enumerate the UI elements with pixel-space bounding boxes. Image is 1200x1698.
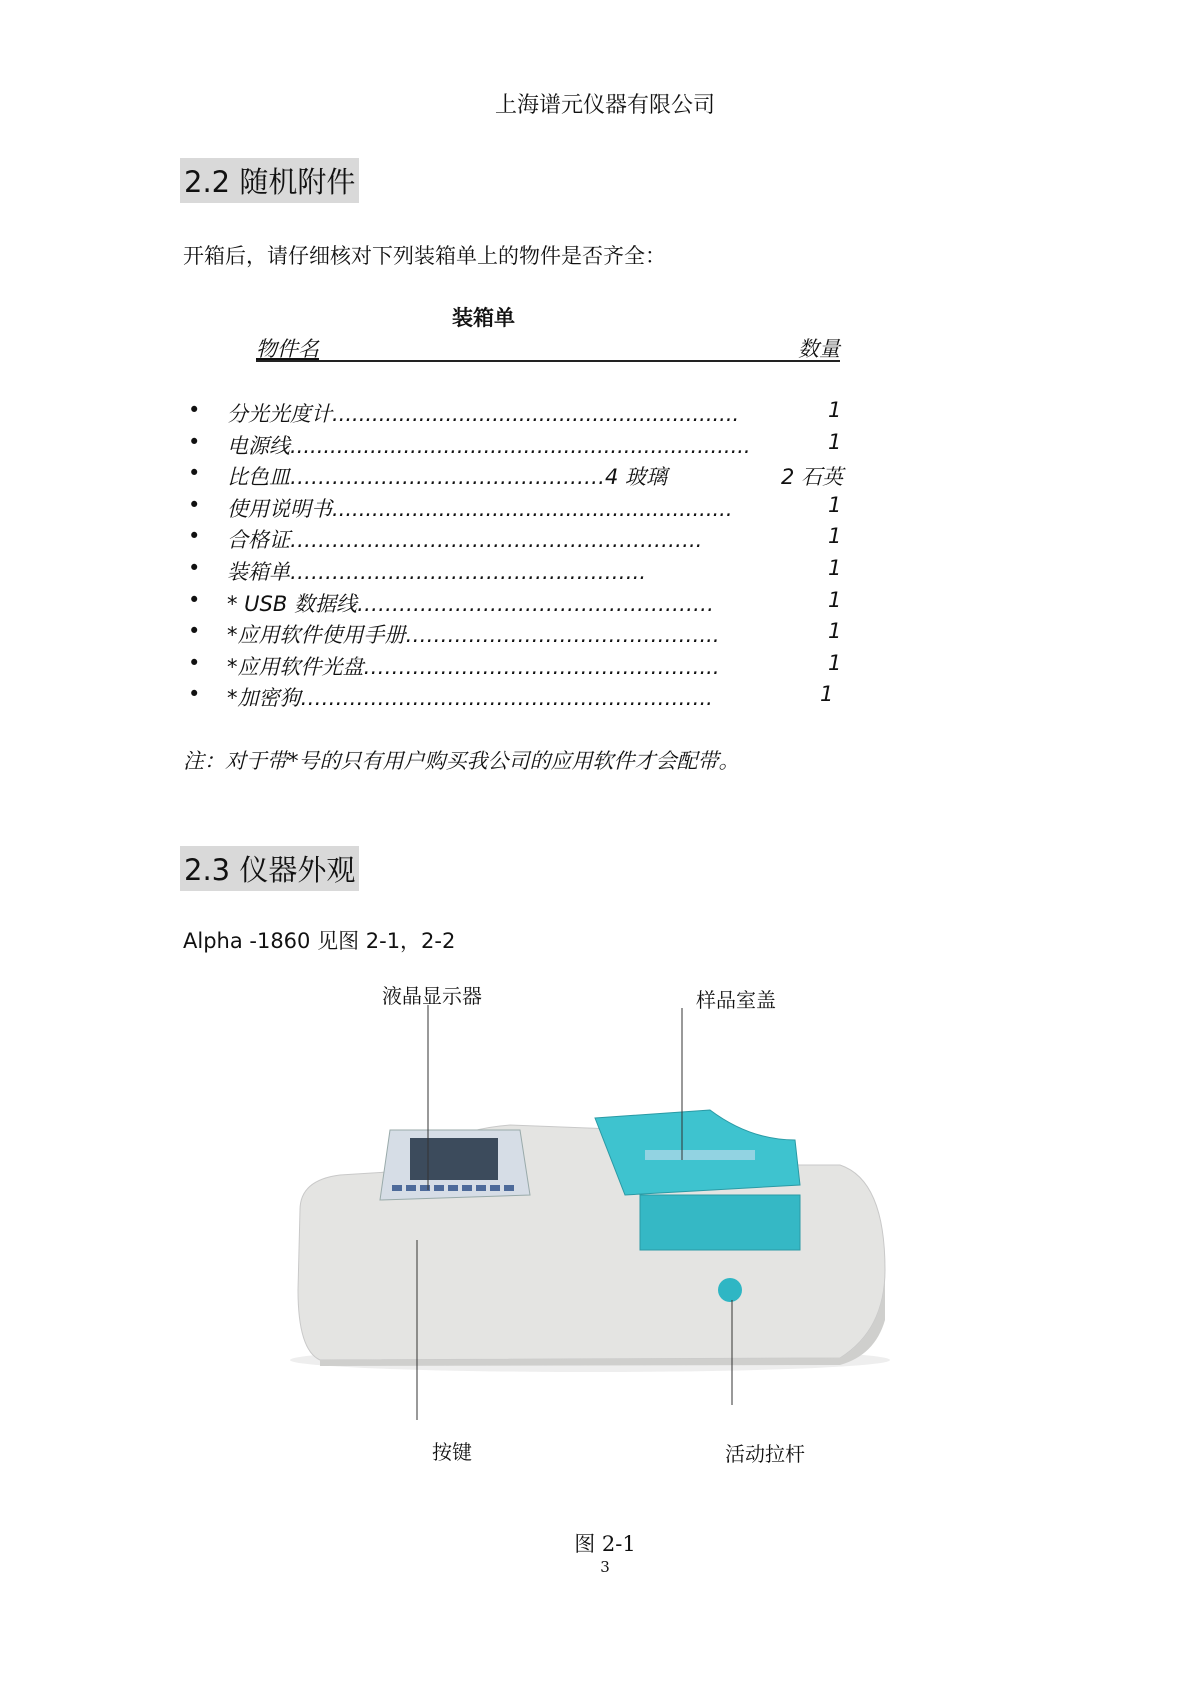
item-name: * USB 数据线…………………………………………… [227,591,714,616]
list-item [188,682,868,712]
section-heading-2-2: 2.2 随机附件 [180,158,359,203]
bullet-icon: • [188,398,201,422]
spectrophotometer-image [280,990,900,1480]
item-name: *应用软件光盘…………………………………………... [227,654,720,679]
item-qty: 1 [828,619,842,644]
page-header: 上海谱元仪器有限公司 [494,93,715,118]
bullet-icon: • [188,492,201,517]
item-qty: 1 [828,650,842,675]
label-lever: 活动拉杆 [725,1442,805,1466]
item-name: 电源线..................................................................... [227,433,751,458]
packing-list-title: 装箱单 [452,306,515,330]
item-qty: 1 [828,524,842,549]
list-item [188,524,868,554]
item-name: 分光光度计............................................................. [227,402,740,426]
label-keys: 按键 [432,1440,472,1464]
bullet-icon: • [188,682,201,707]
item-qty: 1 [828,587,842,612]
list-item [188,461,868,491]
packing-list-header [256,333,840,362]
figure-caption: 图 2-1 [574,1532,636,1556]
list-item [188,588,868,618]
item-name: *加密狗………………………………………………….. [227,686,713,711]
bullet-icon: • [188,429,201,454]
item-qty: 1 [828,398,842,422]
item-name: 装箱单………………………………….……….. [227,560,647,584]
label-lcd: 液晶显示器 [382,984,482,1008]
bullet-icon: • [188,556,201,580]
item-qty: 1 [828,556,842,580]
item-qty: 1 [828,492,842,517]
list-item [188,619,868,649]
label-sample-cover: 样品室盖 [696,988,776,1012]
section-heading-2-3: 2.3 仪器外观 [180,846,359,891]
item-qty: 1 [828,429,842,454]
bullet-icon: • [188,619,201,644]
note: 注：对于带*号的只有用户购买我公司的应用软件才会配带。 [183,749,740,773]
list-item [188,493,868,523]
item-name: 合格证………………………………………………….. [227,528,703,553]
section-intro: 开箱后，请仔细核对下列装箱单上的物件是否齐全： [183,244,666,268]
column-qty: 数量 [798,337,840,361]
page-number: 3 [600,1558,610,1576]
list-item [188,651,868,681]
item-name: 使用说明书............................................................ [227,496,733,521]
item-name: 比色皿………………………………………4 玻璃 [227,465,668,490]
item-qty: 1 [820,682,834,707]
list-item [188,556,868,586]
bullet-icon: • [188,524,201,549]
instrument-figure [280,984,900,1480]
section-intro-2-3: Alpha -1860 见图 2-1，2-2 [183,929,456,953]
column-name: 物件名 [256,337,319,361]
list-item [188,430,868,460]
bullet-icon: • [188,587,201,612]
item-name: *应用软件使用手册……………………………………... [227,623,720,648]
bullet-icon: • [188,650,201,675]
bullet-icon: • [188,461,201,486]
item-qty: 2 石英 [781,465,844,490]
list-item [188,398,868,428]
